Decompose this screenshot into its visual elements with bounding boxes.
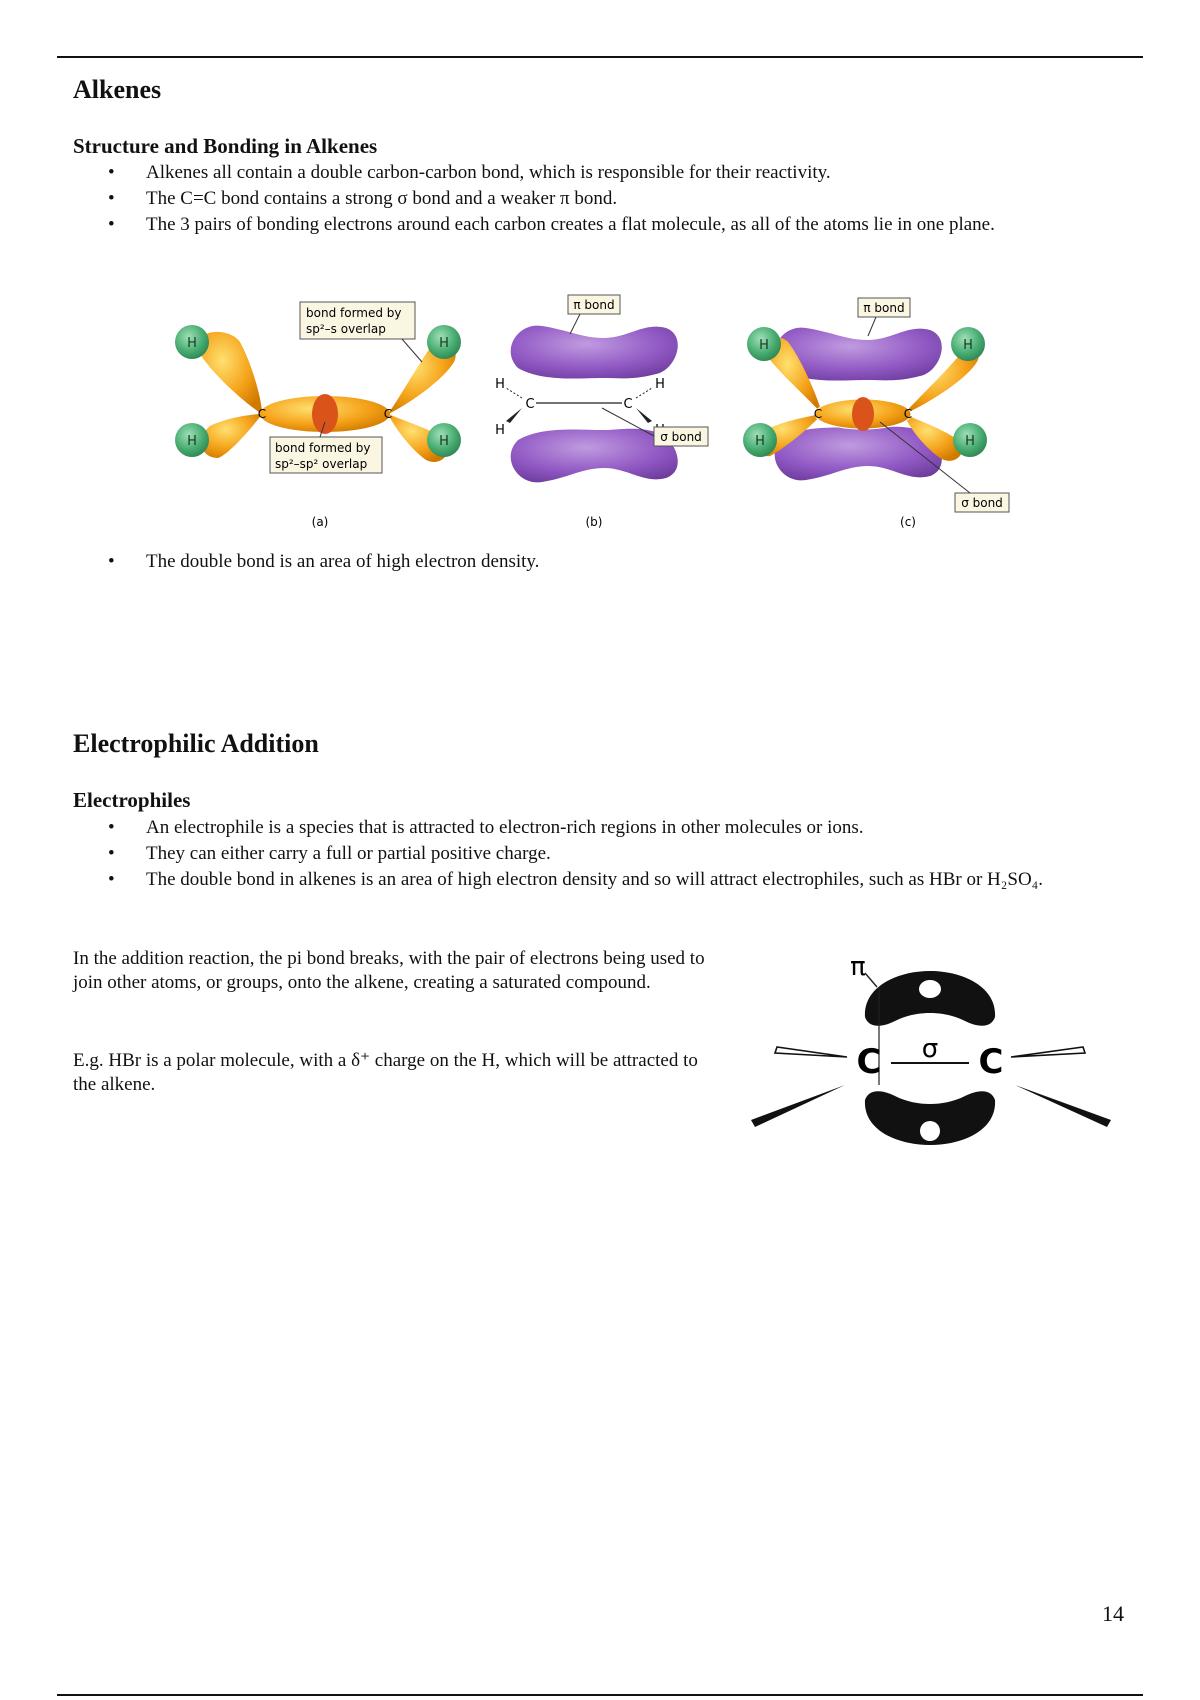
callout-pointer	[402, 339, 422, 362]
atom-label-h: H	[439, 336, 449, 351]
atom-label-h: H	[759, 338, 769, 353]
panel-b	[495, 295, 708, 529]
bond-wedge-solid	[1015, 1085, 1111, 1127]
bond-wedge-solid	[751, 1085, 845, 1127]
section-title-alkenes: Alkenes	[73, 75, 162, 104]
bond-wedge	[636, 408, 652, 423]
hbr-example-paragraph: E.g. HBr is a polar molecule, with a δ⁺ charge on the H, which will be attracted to the alkene.	[73, 1050, 698, 1095]
pi-pointer	[865, 973, 877, 987]
atom-label-h: H	[187, 336, 197, 351]
panel-label: (c)	[900, 515, 916, 529]
bond-wedge	[506, 408, 522, 423]
atom-label-h: H	[655, 377, 665, 392]
callout-pi: π bond	[863, 301, 905, 315]
list-item: • An electrophile is a species that is attracted to electron-rich regions in other molecules or ions.	[73, 815, 1133, 841]
sigma-overlap-core	[852, 397, 874, 431]
atom-label-h: H	[439, 434, 449, 449]
callout-line: sp²–sp² overlap	[275, 457, 368, 471]
electrophile-bullet-list	[73, 815, 1133, 893]
callout-line: sp²–s overlap	[306, 322, 386, 336]
sigma-label: σ	[921, 1034, 939, 1064]
atom-label-c: C	[978, 1042, 1004, 1082]
pi-orbital-lower	[511, 429, 678, 483]
top-rule	[57, 56, 1143, 58]
pi-label: π	[850, 952, 866, 982]
section-title-electrophilic-addition: Electrophilic Addition	[73, 729, 319, 758]
callout-sigma: σ bond	[660, 430, 702, 444]
atom-label-c: C	[257, 407, 267, 421]
bond-hashed	[506, 388, 522, 398]
pi-bond-diagram	[745, 945, 1125, 1170]
subheading-structure-bonding: Structure and Bonding in Alkenes	[73, 134, 378, 158]
sp2-lobe	[202, 414, 262, 458]
subheading-electrophiles: Electrophiles	[73, 788, 191, 812]
panel-c	[743, 298, 1009, 529]
structure-bullet-list	[73, 160, 1133, 238]
orbital-overlap-figure	[170, 290, 1050, 535]
atom-label-h: H	[495, 423, 505, 438]
pi-lobe-upper-hole	[919, 980, 941, 998]
panel-a	[175, 302, 461, 529]
pi-lobe-upper	[865, 971, 995, 1026]
pi-lobe-lower-hole	[920, 1121, 940, 1141]
density-bullet-list	[73, 549, 1133, 575]
atom-label-c: C	[623, 397, 633, 412]
atom-label-c: C	[525, 397, 535, 412]
callout-line: bond formed by	[275, 441, 371, 455]
atom-label-c: C	[383, 407, 393, 421]
addition-reaction-paragraph: In the addition reaction, the pi bond breaks, with the pair of electrons being used to join other atoms, or groups, onto the alkene, creating a saturated compound.	[73, 948, 705, 993]
callout-pi: π bond	[573, 298, 615, 312]
list-item: • Alkenes all contain a double carbon-carbon bond, which is responsible for their reactivity.	[73, 160, 1133, 186]
atom-label-h: H	[187, 434, 197, 449]
panel-label: (b)	[585, 515, 603, 529]
panel-label: (a)	[311, 515, 329, 529]
bottom-rule	[57, 1694, 1143, 1696]
list-item: • The double bond is an area of high electron density.	[73, 549, 1133, 575]
bond-wedge-open	[775, 1047, 847, 1057]
bond-hashed	[636, 388, 652, 398]
atom-label-h: H	[495, 377, 505, 392]
list-item: • They can either carry a full or partial positive charge.	[73, 841, 1133, 867]
callout-pointer	[570, 314, 580, 334]
atom-label-c: C	[856, 1042, 882, 1082]
bond-wedge-open	[1011, 1047, 1085, 1057]
callout-pointer	[868, 317, 876, 336]
list-item: • The double bond in alkenes is an area of high electron density and so will attract electrophiles, such as HBr or H₂SO₄.	[73, 867, 1133, 893]
pi-orbital-upper	[511, 326, 678, 379]
list-item: • The C=C bond contains a strong σ bond and a weaker π bond.	[73, 186, 1133, 212]
atom-label-h: H	[755, 434, 765, 449]
page-number: 14	[1102, 1601, 1124, 1626]
list-item: • The 3 pairs of bonding electrons around each carbon creates a flat molecule, as all of the atoms lie in one plane.	[73, 212, 1133, 238]
atom-label-c: C	[813, 407, 823, 421]
callout-line: bond formed by	[306, 306, 402, 320]
callout-sigma: σ bond	[961, 496, 1003, 510]
sigma-overlap-core	[312, 394, 338, 434]
atom-label-c: C	[903, 407, 913, 421]
atom-label-h: H	[965, 434, 975, 449]
atom-label-h: H	[963, 338, 973, 353]
